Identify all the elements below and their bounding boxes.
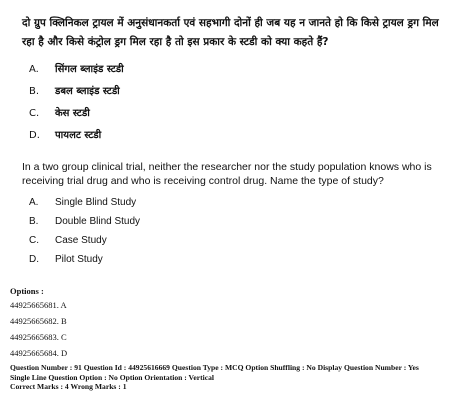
option-id-row: 44925665682. B (10, 316, 67, 326)
question-text-english: In a two group clinical trial, neither the researcher nor the study population knows who is receiving trial drug and who is receiving control drug. Name the type of study? (22, 161, 432, 187)
english-option-d (22, 251, 452, 270)
options-id-list (10, 285, 67, 361)
option-text: Single Blind Study (55, 197, 137, 208)
options-title: Options : (10, 286, 44, 296)
option-text: केस स्टडी (55, 108, 90, 119)
english-option-a (22, 194, 452, 213)
option-text: Pilot Study (55, 254, 103, 265)
option-id-row: 44925665683. C (10, 332, 67, 342)
option-label: C. (29, 108, 40, 119)
hindi-option-d (22, 126, 452, 148)
option-text: डबल ब्लाइंड स्टडी (55, 86, 120, 97)
english-option-c (22, 232, 452, 251)
option-text: पायलट स्टडी (55, 130, 102, 141)
option-label: A. (29, 197, 39, 208)
option-text: सिंगल ब्लाइंड स्टडी (55, 64, 124, 75)
hindi-option-c (22, 104, 452, 126)
hindi-option-b (22, 82, 452, 104)
option-label: A. (29, 64, 39, 75)
option-label: C. (29, 235, 39, 246)
marks-line: Correct Marks : 4 Wrong Marks : 1 (10, 382, 127, 391)
option-label: B. (29, 216, 39, 227)
option-label: B. (29, 86, 40, 97)
option-id-row: 44925665681. A (10, 300, 67, 310)
option-label: D. (29, 254, 39, 265)
question-metadata (10, 363, 458, 392)
hindi-option-a (22, 60, 452, 82)
option-text: Double Blind Study (55, 216, 141, 227)
option-id-row: 44925665684. D (10, 348, 68, 358)
question-text-hindi: दो ग्रुप क्लिनिकल ट्रायल में अनुसंधानकर्ता एवं सहभागी दोनों ही जब यह न जानते हो कि किसे ट्रायल ड्रग मिल रहा है और किसे कंट्रोल ड्रग मिल रहा है तो इस प्रकार के स्टडी को क्या कहते हैं? (22, 17, 439, 48)
metadata-line: Single Line Question Option : No Option Orientation : Vertical (10, 372, 214, 382)
metadata-line: Question Number : 91 Question Id : 44925616669 Question Type : MCQ Option Shuffling : No Display Question Number : Yes (10, 363, 419, 372)
english-option-b (22, 213, 452, 232)
option-label: D. (29, 130, 40, 141)
option-text: Case Study (55, 235, 107, 246)
question-block (22, 14, 452, 270)
